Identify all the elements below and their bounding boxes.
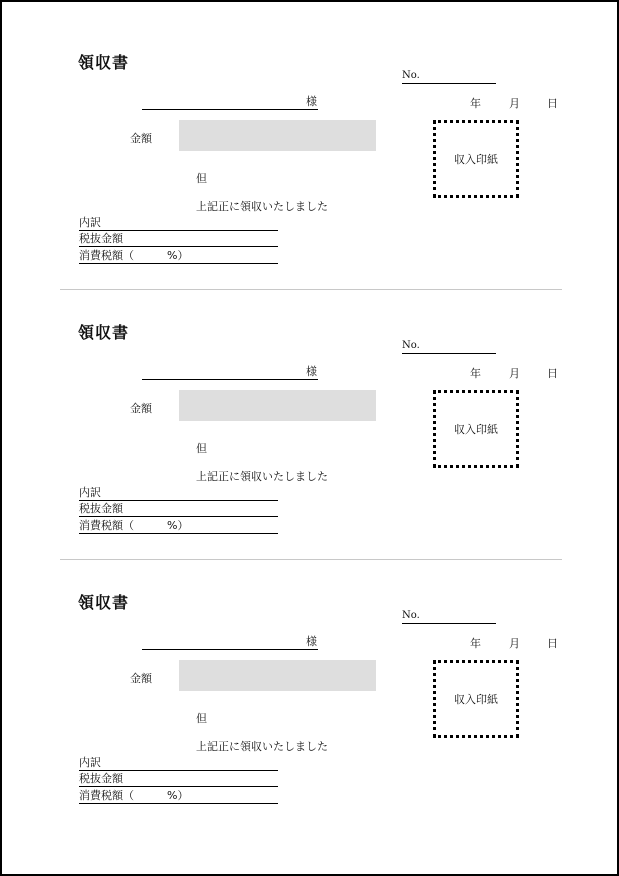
date-year-label: 年: [470, 367, 481, 380]
addressee-field[interactable]: [142, 94, 318, 110]
amount-label: 金額: [130, 132, 152, 145]
tax-excluded-row[interactable]: 税抜金額: [79, 501, 278, 517]
receipt-number-label: No.: [402, 340, 420, 351]
receipt-number-field[interactable]: [402, 339, 496, 354]
receipt-number-label: No.: [402, 70, 420, 81]
receipt-number-field[interactable]: [402, 69, 496, 84]
date-day-label: 日: [547, 367, 558, 380]
revenue-stamp-box: [433, 660, 519, 738]
receipt-title: 領収書: [78, 323, 130, 342]
purpose-label: 但: [196, 712, 207, 725]
amount-label: 金額: [130, 402, 152, 415]
addressee-field[interactable]: [142, 634, 318, 650]
date-year-label: 年: [470, 637, 481, 650]
revenue-stamp-label: 収入印紙: [454, 153, 498, 166]
addressee-suffix: 様: [306, 95, 317, 108]
confirmation-text: 上記正に領収いたしました: [196, 740, 328, 753]
consumption-tax-row[interactable]: 消費税額（ %）: [79, 248, 278, 264]
purpose-label: 但: [196, 442, 207, 455]
date-day-label: 日: [547, 97, 558, 110]
revenue-stamp-box: [433, 390, 519, 468]
receipt-number-field[interactable]: [402, 609, 496, 624]
date-month-label: 月: [509, 97, 520, 110]
consumption-tax-row[interactable]: 消費税額（ %）: [79, 788, 278, 804]
revenue-stamp-label: 収入印紙: [454, 423, 498, 436]
receipt-number-label: No.: [402, 610, 420, 621]
receipt-title: 領収書: [78, 53, 130, 72]
amount-field[interactable]: [179, 390, 376, 421]
tax-excluded-row[interactable]: 税抜金額: [79, 231, 278, 247]
addressee-field[interactable]: [142, 364, 318, 380]
consumption-tax-row[interactable]: 消費税額（ %）: [79, 518, 278, 534]
addressee-suffix: 様: [306, 635, 317, 648]
breakdown-row[interactable]: 内訳: [79, 215, 278, 231]
amount-field[interactable]: [179, 660, 376, 691]
receipt-1: [2, 42, 617, 312]
confirmation-text: 上記正に領収いたしました: [196, 200, 328, 213]
receipt-separator: [60, 559, 562, 560]
date-month-label: 月: [509, 637, 520, 650]
tax-excluded-row[interactable]: 税抜金額: [79, 771, 278, 787]
breakdown-row[interactable]: 内訳: [79, 755, 278, 771]
receipt-3: [2, 582, 617, 852]
breakdown-row[interactable]: 内訳: [79, 485, 278, 501]
date-day-label: 日: [547, 637, 558, 650]
revenue-stamp-box: [433, 120, 519, 198]
confirmation-text: 上記正に領収いたしました: [196, 470, 328, 483]
addressee-suffix: 様: [306, 365, 317, 378]
receipt-separator: [60, 289, 562, 290]
receipt-2: [2, 312, 617, 582]
date-year-label: 年: [470, 97, 481, 110]
amount-label: 金額: [130, 672, 152, 685]
purpose-label: 但: [196, 172, 207, 185]
revenue-stamp-label: 収入印紙: [454, 693, 498, 706]
amount-field[interactable]: [179, 120, 376, 151]
receipt-title: 領収書: [78, 593, 130, 612]
date-month-label: 月: [509, 367, 520, 380]
